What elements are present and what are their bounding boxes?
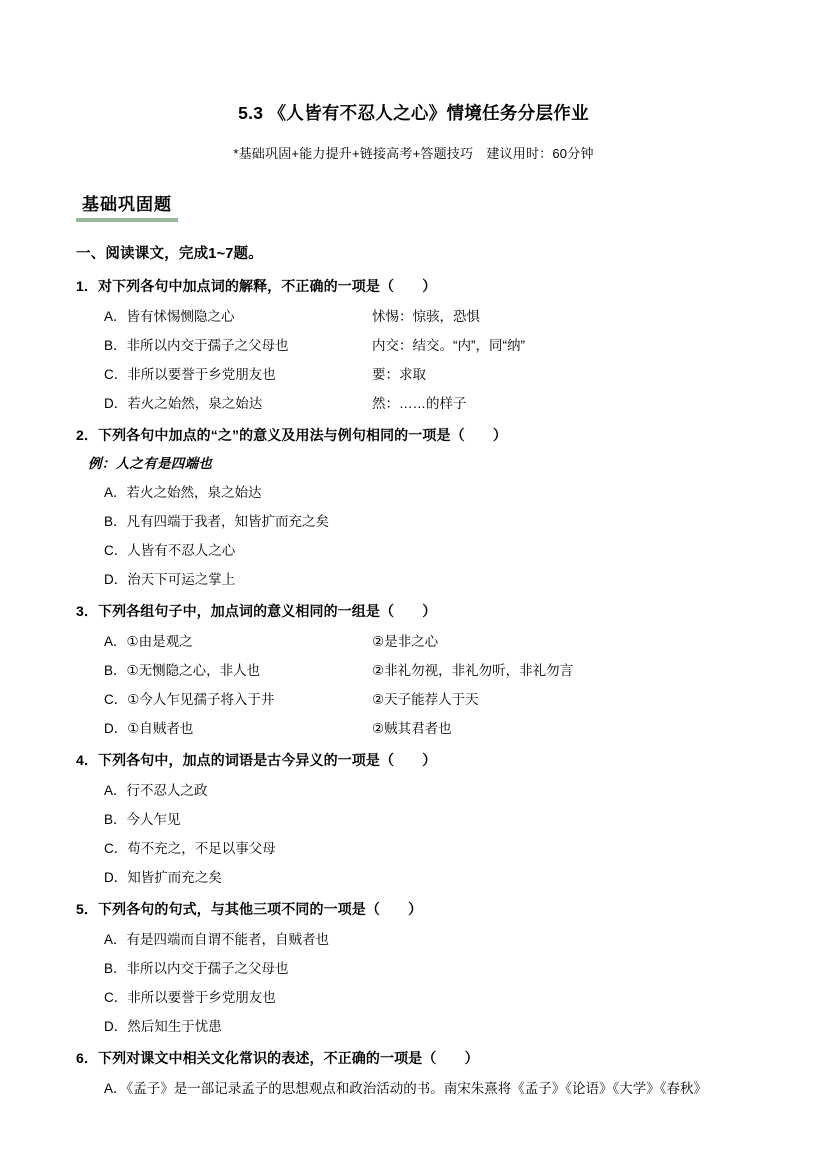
option-row xyxy=(104,837,751,857)
question-stem: 1．对下列各句中加点词的解释，不正确的一项是（ ） xyxy=(76,278,437,294)
option-row xyxy=(104,659,751,679)
option-row xyxy=(104,779,751,799)
question-stem: 2．下列各句中加点的“之”的意义及用法与例句相同的一项是（ ） xyxy=(76,427,507,443)
section-heading: 基础巩固题 xyxy=(76,190,178,222)
option-row xyxy=(104,717,751,737)
option-row xyxy=(104,481,751,501)
part-title: 一、阅读课文，完成1~7题。 xyxy=(76,246,263,262)
option-row xyxy=(104,808,751,828)
option-row xyxy=(104,305,751,325)
option-text: B．非所以内交于孺子之父母也 xyxy=(104,338,289,353)
option-text: A．有是四端而自谓不能者，自贼者也 xyxy=(104,932,330,947)
option-row xyxy=(104,539,751,559)
option-row xyxy=(104,510,751,530)
option-row xyxy=(104,392,751,412)
question-stem: 4．下列各句中，加点的词语是古今异义的一项是（ ） xyxy=(76,752,437,768)
option-gloss: ②非礼勿视，非礼勿听，非礼勿言 xyxy=(372,663,574,678)
option-gloss: ②贼其君者也 xyxy=(372,721,452,736)
option-gloss: ②是非之心 xyxy=(372,634,439,649)
option-text: C．人皆有不忍人之心 xyxy=(104,543,236,558)
question-example: 例：人之有是四端也 xyxy=(88,456,213,471)
question-stem: 5．下列各句的句式，与其他三项不同的一项是（ ） xyxy=(76,901,423,917)
option-gloss: 然：……的样子 xyxy=(372,396,467,411)
option-text: A．《孟子》是一部记录孟子的思想观点和政治活动的书。南宋朱熹将《孟子》《论语》《大学》《春秋》 xyxy=(104,1081,708,1096)
option-text: B．①无恻隐之心，非人也 xyxy=(104,663,261,678)
option-row xyxy=(104,928,751,948)
option-text: C．①今人乍见孺子将入于井 xyxy=(104,692,275,707)
option-text: B．非所以内交于孺子之父母也 xyxy=(104,961,289,976)
option-text: B．今人乍见 xyxy=(104,812,181,827)
option-text: D．①自贼者也 xyxy=(104,721,194,736)
option-gloss: ②天子能荐人于天 xyxy=(372,692,479,707)
option-row xyxy=(104,568,751,588)
question-stem: 3．下列各组句子中，加点词的意义相同的一组是（ ） xyxy=(76,603,437,619)
option-text: B．凡有四端于我者，知皆扩而充之矣 xyxy=(104,514,330,529)
section-heading-container xyxy=(76,190,751,222)
option-text: A．若火之始然，泉之始达 xyxy=(104,485,262,500)
option-text: C．非所以要誉于乡党朋友也 xyxy=(104,990,276,1005)
option-row xyxy=(104,957,751,977)
question-stem: 6．下列对课文中相关文化常识的表述，不正确的一项是（ ） xyxy=(76,1050,479,1066)
page-subtitle: *基础巩固+能力提升+链接高考+答题技巧 建议用时：60分钟 xyxy=(233,146,594,161)
option-row xyxy=(104,986,751,1006)
option-text: A．①由是观之 xyxy=(104,634,193,649)
option-row xyxy=(104,363,751,383)
option-text: A．皆有怵惕恻隐之心 xyxy=(104,309,235,324)
option-text: A．行不忍人之政 xyxy=(104,783,208,798)
option-row xyxy=(104,688,751,708)
option-row xyxy=(104,334,751,354)
page-title: 5.3 《人皆有不忍人之心》情境任务分层作业 xyxy=(238,103,589,123)
option-gloss: 内交：结交。“内”，同“纳” xyxy=(372,338,525,353)
option-gloss: 怵惕：惊骇，恐惧 xyxy=(372,309,480,324)
option-row xyxy=(104,866,751,886)
option-row xyxy=(104,630,751,650)
option-text: D．知皆扩而充之矣 xyxy=(104,870,222,885)
option-text: D．治天下可运之掌上 xyxy=(104,572,236,587)
option-row xyxy=(104,1077,751,1097)
option-gloss: 要：求取 xyxy=(372,367,426,382)
option-row xyxy=(104,1015,751,1035)
option-text: D．若火之始然，泉之始达 xyxy=(104,396,263,411)
option-text: C．非所以要誉于乡党朋友也 xyxy=(104,367,276,382)
option-text: C．苟不充之，不足以事父母 xyxy=(104,841,276,856)
option-text: D．然后知生于忧患 xyxy=(104,1019,222,1034)
